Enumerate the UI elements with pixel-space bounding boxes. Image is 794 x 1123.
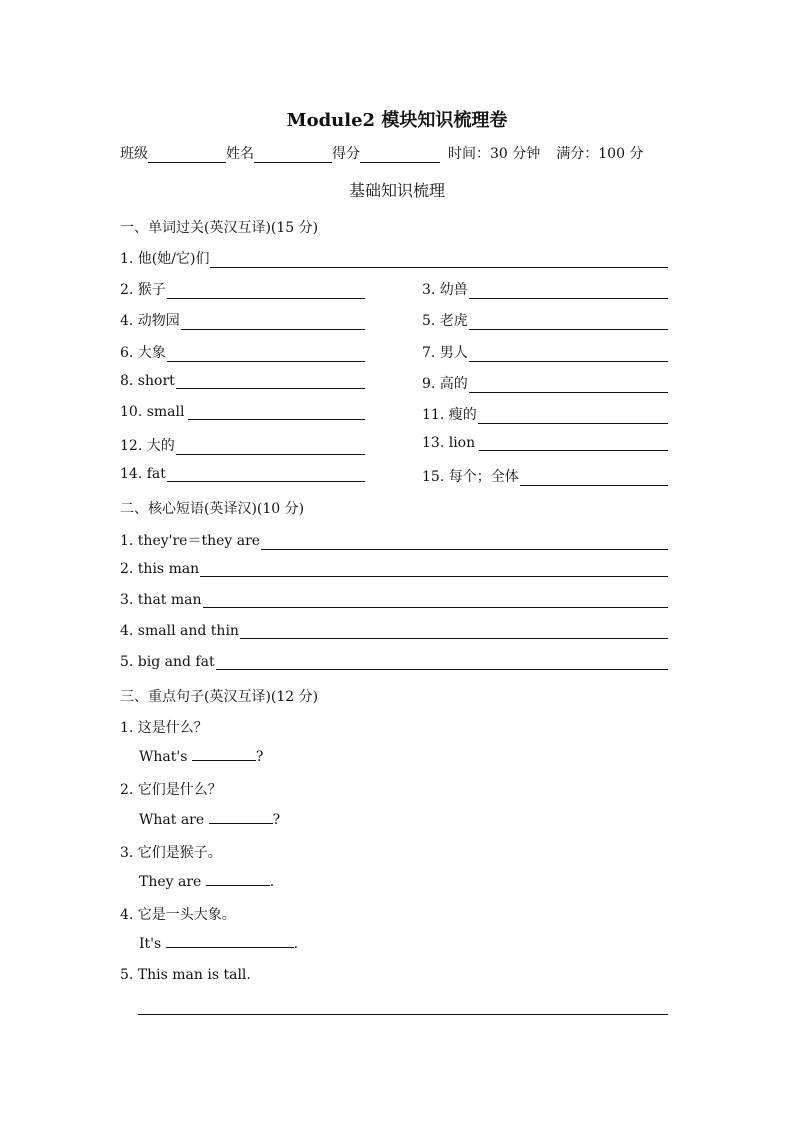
word-item-7: 7. 男人 — [422, 342, 668, 362]
word-item-2: 2. 猴子 — [120, 279, 365, 299]
answer-blank[interactable] — [479, 436, 668, 451]
word-item-3: 3. 幼兽 — [422, 279, 668, 299]
sentence-prompt-1: 1. 这是什么？ — [120, 720, 208, 736]
answer-blank[interactable] — [192, 748, 256, 761]
sentence-prompt-4: 4. 它是一头大象。 — [120, 907, 236, 923]
answer-blank[interactable] — [209, 811, 273, 824]
phrase-item-5: 5. big and fat — [120, 654, 668, 670]
phrase-item-4: 4. small and thin — [120, 623, 668, 639]
word-item-10: 10. small — [120, 404, 365, 420]
answer-blank[interactable] — [203, 593, 668, 608]
full-score-text: 满分：100 分 — [556, 146, 644, 162]
student-info-line — [120, 143, 680, 163]
word-item-11: 11. 瘦的 — [422, 404, 668, 424]
answer-blank[interactable] — [166, 935, 294, 948]
time-text: 时间：30 分钟 — [448, 146, 541, 162]
answer-blank[interactable] — [216, 655, 668, 670]
answer-blank[interactable] — [261, 535, 668, 550]
word-item-12: 12. 大的 — [120, 435, 365, 455]
word-item-14: 14. fat — [120, 466, 365, 482]
word-item-4: 4. 动物园 — [120, 310, 365, 330]
word-item-13: 13. lion — [422, 435, 668, 451]
answer-blank[interactable] — [188, 405, 365, 420]
phrase-item-3: 3. that man — [120, 592, 668, 608]
class-label: 班级 — [120, 146, 148, 162]
answer-blank[interactable] — [176, 440, 365, 455]
sentence-prompt-2: 2. 它们是什么？ — [120, 782, 222, 798]
section-subtitle: 基础知识梳理 — [348, 181, 445, 200]
word-item-8: 8. short — [120, 373, 365, 389]
word-item-5: 5. 老虎 — [422, 310, 668, 330]
sentence-answer-4: It's . — [139, 936, 299, 952]
answer-blank[interactable] — [469, 378, 668, 393]
word-item-9: 9. 高的 — [422, 373, 668, 393]
sentence-answer-1: What's ? — [139, 749, 264, 765]
word-item-15: 15. 每个；全体 — [422, 466, 668, 486]
answer-blank[interactable] — [469, 315, 668, 330]
answer-blank[interactable] — [181, 315, 365, 330]
answer-blank[interactable] — [176, 374, 365, 389]
answer-blank[interactable] — [167, 284, 365, 299]
score-label: 得分 — [332, 146, 360, 162]
class-field[interactable] — [148, 148, 226, 163]
phrase-item-2: 2. this man — [120, 561, 668, 577]
name-label: 姓名 — [226, 146, 254, 162]
section2-heading: 二、核心短语(英译汉)(10 分) — [120, 501, 305, 517]
name-field[interactable] — [254, 148, 332, 163]
answer-blank[interactable] — [469, 284, 668, 299]
answer-blank[interactable] — [469, 347, 668, 362]
answer-blank[interactable] — [167, 347, 365, 362]
sentence-prompt-3: 3. 它们是猴子。 — [120, 845, 222, 861]
score-field[interactable] — [360, 148, 440, 163]
answer-blank[interactable] — [520, 471, 668, 486]
answer-blank[interactable] — [200, 562, 668, 577]
section1-heading: 一、单词过关(英汉互译)(15 分) — [120, 220, 319, 236]
answer-blank[interactable] — [206, 873, 270, 886]
section3-heading: 三、重点句子(英汉互译)(12 分) — [120, 689, 319, 705]
word-item-6: 6. 大象 — [120, 342, 365, 362]
sentence-prompt-5: 5. This man is tall. — [120, 967, 251, 983]
sentence-answer-3: They are . — [139, 874, 275, 890]
answer-blank[interactable] — [240, 624, 668, 639]
answer-blank[interactable] — [210, 253, 668, 268]
word-item-1: 1. 他(她/它)们 — [120, 248, 668, 268]
answer-blank[interactable] — [478, 409, 668, 424]
phrase-item-1: 1. they're＝they are — [120, 530, 668, 550]
page-title: Module2 模块知识梳理卷 — [286, 110, 508, 131]
sentence-answer-2: What are ? — [139, 812, 281, 828]
answer-blank[interactable] — [167, 467, 365, 482]
answer-line[interactable] — [138, 1014, 668, 1015]
